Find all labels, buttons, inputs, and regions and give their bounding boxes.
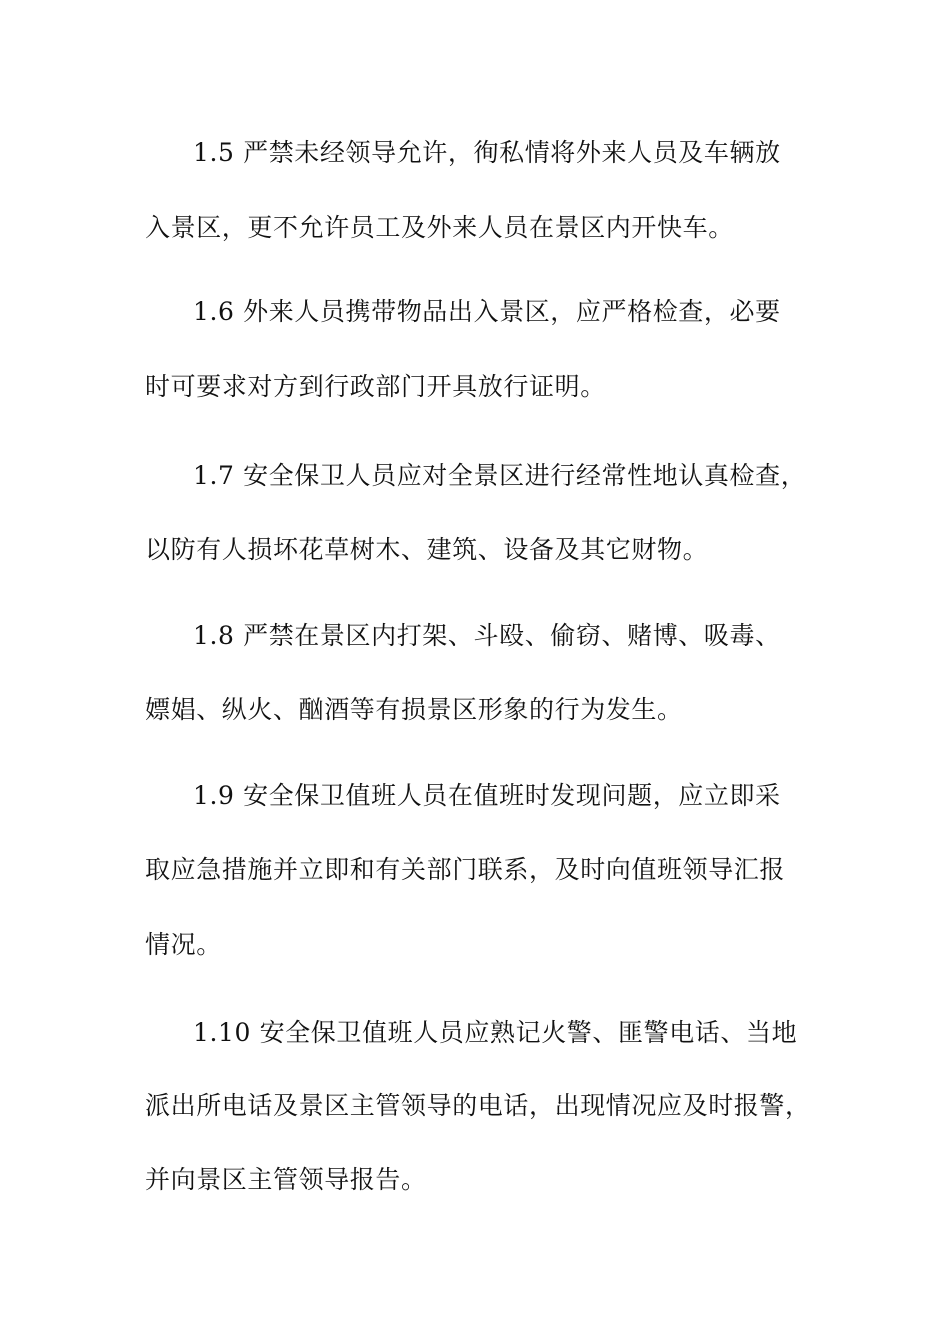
text-line-1-10-end: 并向景区主管领导报告。 [145, 1165, 427, 1194]
text-line-1-9-start: 1.9 安全保卫值班人员在值班时发现问题，应立即采 [193, 781, 781, 810]
text-line-1-9-middle: 取应急措施并立即和有关部门联系，及时向值班领导汇报 [145, 855, 786, 884]
text-line-1-7-end: 以防有人损坏花草树木、建筑、设备及其它财物。 [145, 535, 709, 564]
text-line-1-5-start: 1.5 严禁未经领导允许，徇私情将外来人员及车辆放 [193, 138, 781, 167]
text-line-1-5-end: 入景区，更不允许员工及外来人员在景区内开快车。 [145, 213, 734, 242]
text-line-1-10-middle: 派出所电话及景区主管领导的电话，出现情况应及时报警， [145, 1091, 811, 1120]
text-line-1-9-end: 情况。 [145, 930, 222, 959]
text-line-1-8-start: 1.8 严禁在景区内打架、斗殴、偷窃、赌博、吸毒、 [193, 621, 781, 650]
text-line-1-6-start: 1.6 外来人员携带物品出入景区，应严格检查，必要 [193, 297, 781, 326]
text-line-1-7-start: 1.7 安全保卫人员应对全景区进行经常性地认真检查， [193, 461, 807, 490]
text-line-1-8-end: 嫖娼、纵火、酗酒等有损景区形象的行为发生。 [145, 695, 683, 724]
text-line-1-10-start: 1.10 安全保卫值班人员应熟记火警、匪警电话、当地 [193, 1018, 798, 1047]
text-line-1-6-end: 时可要求对方到行政部门开具放行证明。 [145, 372, 606, 401]
